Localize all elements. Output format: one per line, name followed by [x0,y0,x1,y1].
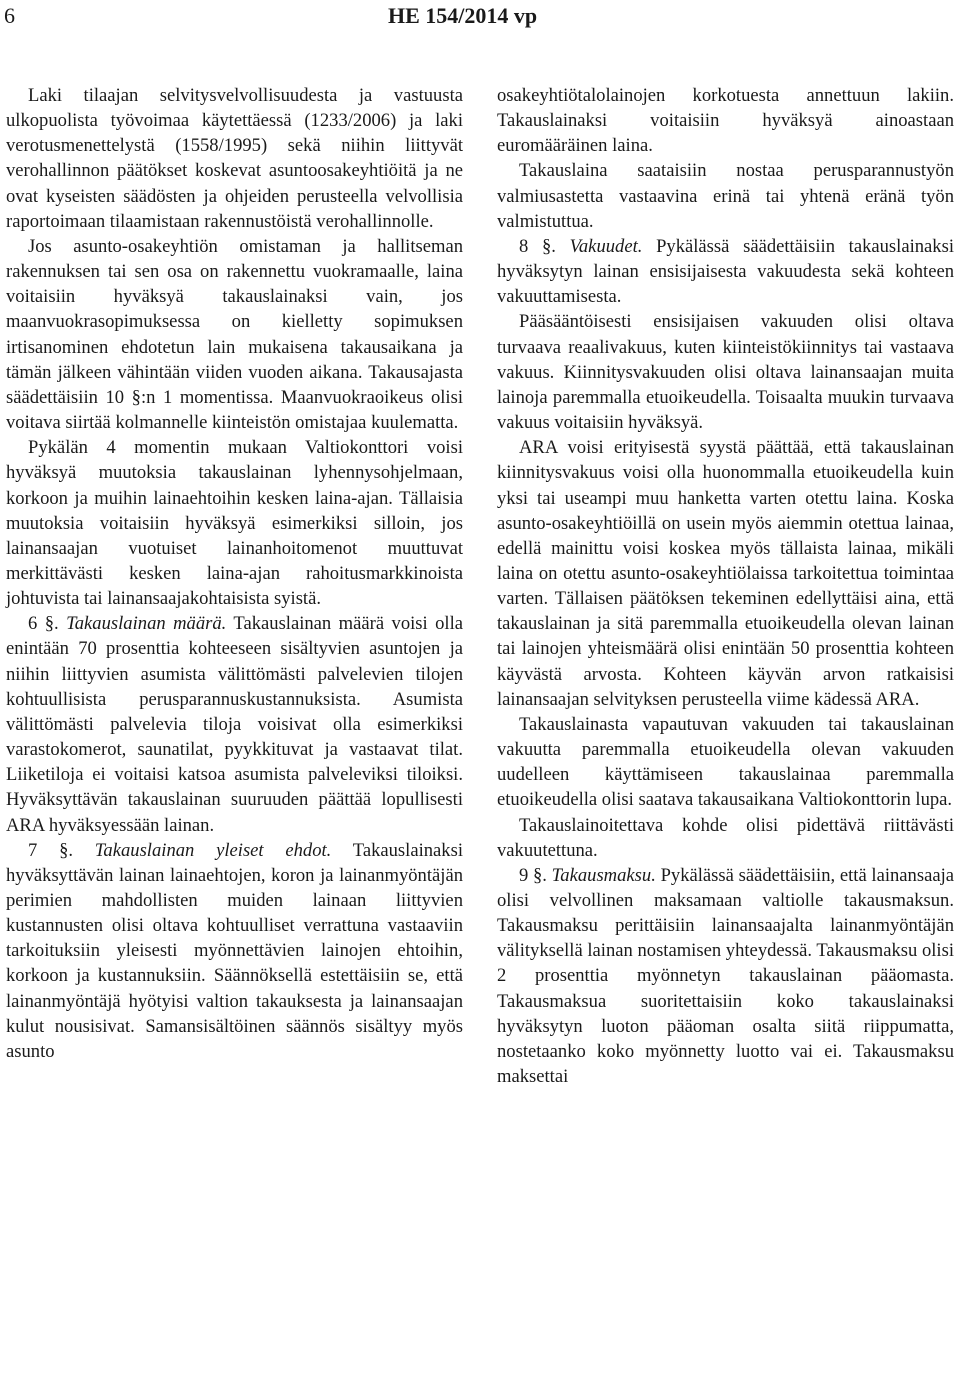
paragraph: Takauslainasta vapautuvan vakuuden tai takauslainan vakuutta paremmalla etuoikeudella olevan vakuuden uudelleen käyttämiseen takauslainaa paremmalla etuoikeudella olisi saatava takausaikana Valtiokonttorin lupa. [497,713,954,811]
section-number: 8 §. [519,235,556,257]
paragraph: Pykälän 4 momentin mukaan Valtiokonttori voisi hyväksyä muutoksia takauslainan lyhennysohjelmaan, korkoon ja muihin lainaehtoihin kesken laina-ajan. Tällaisia muutoksia voitaisiin hyväksyä esimerkiksi silloin, jos lainansaajan vuotuiset lainanhoitomenot muuttuvat merkittävästi kesken laina-ajan rahoitusmarkkinoista johtuvista tai lainansaajakohtaisista syistä. [6,437,463,610]
section-title: Takauslainan määrä. [66,613,227,635]
section-text: Pykälässä säädettäisiin, että lainansaaja olisi velvollinen maksamaan valtiolle takausmaksun. Takausmaksu perittäisiin lainansaajalta lainanmyöntäjän välityksellä lainan nostamisen yhteydessä. Takausmaksu olisi 2 prosenttia myönnetyn takauslainan pääomasta. Takausmaksua suoritettaisiin koko takauslainaksi hyväksytyn luoton pääoman osalta siitä riippumatta, nostetaanko koko myönnetty luotto vai ei. Takausmaksu maksettai [497,864,955,1088]
page-number: 6 [4,3,15,28]
section-text: Takauslainaksi hyväksyttävän lainan lainaehtojen, koron ja lainanmyöntäjän perimien mahdollisten muiden lainaan liittyvien kustannusten olisi oltava kohtuulliset verrattuna vastaaviin tarkoituksiin yleisesti myönnettävien lainojen ehtoihin, korkoon ja kustannuksiin. Säännöksellä estettäisiin se, että lainanmyöntäjä hyötyisi valtion takauksesta ja lainansaajan kulut nousisivat. Samansisältöinen säännös sisältyy myös asunto [6,839,463,1062]
right-column [497,83,954,1089]
section-6 [6,611,463,837]
paragraph: Jos asunto-osakeyhtiön omistaman ja hallitseman rakennuksen tai sen osa on rakennettu vuokramaalle, laina voitaisiin hyväksyä takauslainaksi vain, jos maanvuokrasopimuksessa on kielletty sopimuksen irtisanominen ehdotetun lain mukaisena takausaikana ja tämän jälkeen vähintään viiden vuoden aikana. Takausajasta säädettäisiin 10 §:n 1 momentissa. Maanvuokraoikeus olisi voitava siirtää kolmannelle kiinteistön omistajaa kuulematta. [6,235,463,434]
section-number: 6 §. [28,613,59,635]
section-9 [497,863,954,1089]
paragraph: Laki tilaajan selvitysvelvollisuudesta ja vastuusta ulkopuolista työvoimaa käytettäessä (1233/2006) ja laki verotusmenettelystä (1558/1995) sekä niihin liittyvät verohallinnon päätökset koskevat asuntoosakeyhtiöitä ja ne ovat kyseisten säädösten ja ohjeiden perusteella velvollisia raportoimaan tilaamistaan rakennustöistä verohallinnolle. [6,85,463,232]
section-title: Vakuudet. [569,235,643,257]
paragraph-continuation: osakeyhtiötalolainojen korkotuesta annettuun lakiin. Takauslainaksi voitaisiin hyväksyä ainoastaan euromääräinen laina. [497,85,954,157]
section-number: 9 §. [519,864,547,886]
paragraph: Takauslaina saataisiin nostaa perusparannustyön valmiusastetta vastaavina erinä tai yhtenä eränä työn valmistuttua. [497,160,954,232]
paragraph: ARA voisi erityisestä syystä päättää, että takauslainan kiinnitysvakuus voisi olla huonommalla etuoikeudella kuin yksi tai useampi muu hanketta varten otettu laina. Koska asunto-osakeyhtiöillä on usein myös aiemmin otettua lainaa, edellä mainittu voisi koskea myös tällaista lainaa, mikäli laina on otettu asunto-osakeyhtiölaissa tarkoitettua toimintaa varten. Tällaisen päätöksen tekeminen edellyttäisi aina, että takauslainan ja sitä paremmalla etuoikeudella olevan lainan tai lainojen yhteismäärä olisi enintään 50 prosenttia kohteen käyvästä arvosta. Kohteen käyvän arvon ratkaisisi lainansaajan selvityksen perusteella viime kädessä ARA. [497,437,954,710]
section-8 [497,234,954,309]
section-number: 7 §. [28,839,74,861]
section-text: Pykälässä säädettäisiin takauslainaksi hyväksytyn lainan ensisijaisesta vakuudesta sekä kohteen vakuuttamisesta. [497,235,954,308]
section-text: Takauslainan määrä voisi olla enintään 70 prosenttia kohteeseen sisältyvien asuntojen ja niihin liittyvien asumista välittömästi palvelevien tilojen kohtuullisista perusparannuskustannuksista. Asumista välittömästi palvelevia tiloja voisivat olla esimerkiksi varastokomerot, saunatilat, pyykkituvat ja vastaavat tilat. Liiketiloja ei voitaisi katsoa asumista palveleviksi tiloiksi. Hyväksyttävän takauslainan suuruuden päättää lopullisesti ARA hyväksyessään lainan. [6,613,463,836]
section-title: Takauslainan yleiset ehdot. [94,839,332,861]
left-column [6,83,463,1064]
paragraph: Pääsääntöisesti ensisijaisen vakuuden olisi oltava turvaava reaalivakuus, kuten kiinteistökiinnitys tai vastaava vakuus. Kiinnitysvakuuden olisi oltava lainansaajan muita lainoja paremmalla etuoikeudella. Toisaalta muukin turvaava vakuus voitaisiin hyväksyä. [497,311,954,434]
page-header [0,0,960,40]
paragraph: Takauslainoitettava kohde olisi pidettävä riittävästi vakuutettuna. [497,814,954,861]
document-id: HE 154/2014 vp [388,3,538,28]
section-title: Takausmaksu. [551,864,656,886]
section-7 [6,838,463,1064]
